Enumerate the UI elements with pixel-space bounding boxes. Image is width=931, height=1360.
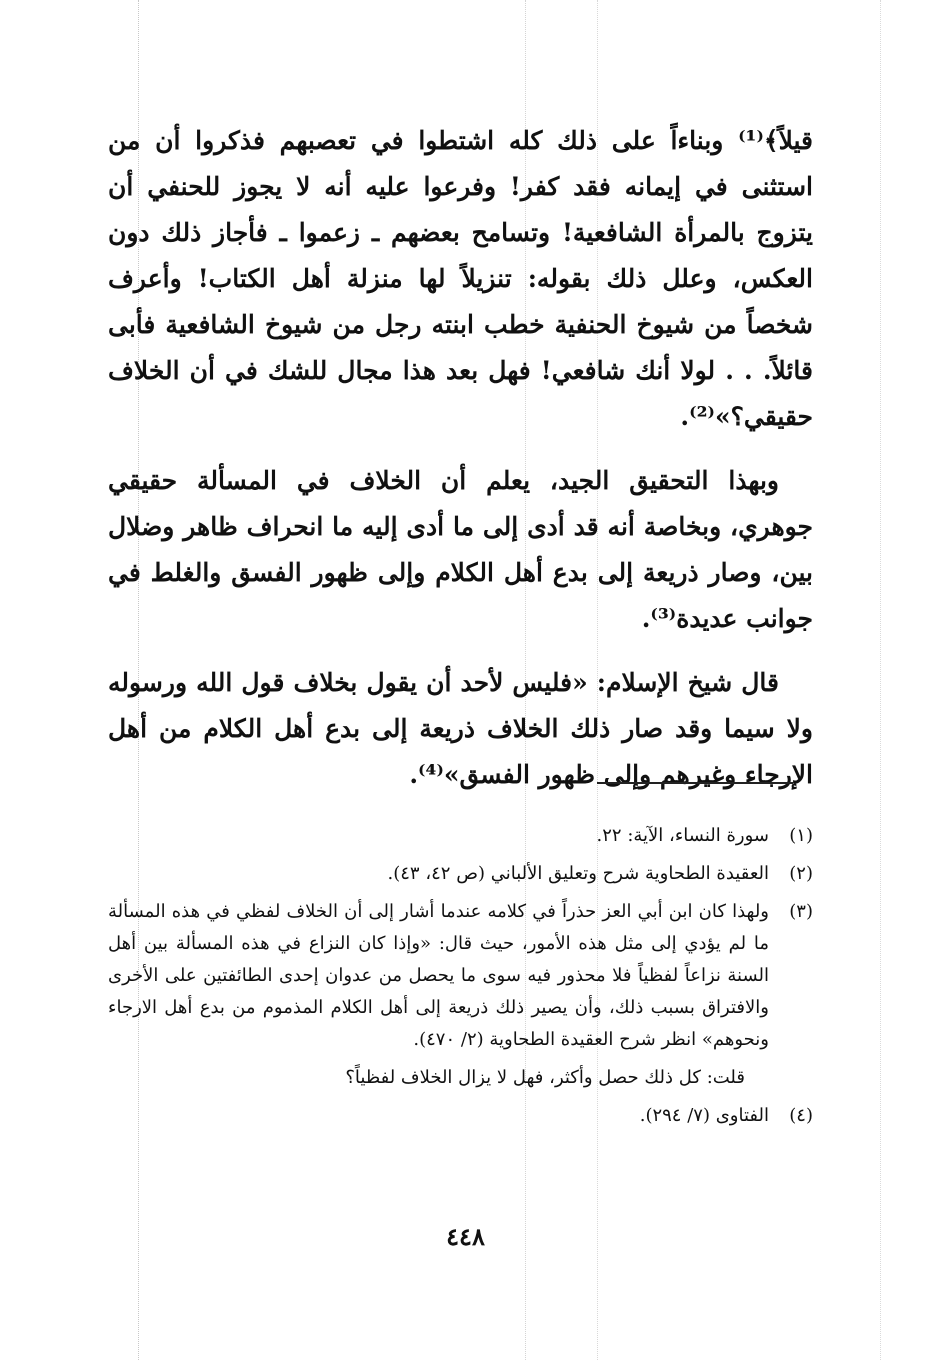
footnote-number: (٣) — [789, 901, 813, 922]
footnote-text: العقيدة الطحاوية شرح وتعليق الألباني (ص ٤٢، ٤٣). — [387, 863, 769, 884]
footnote-2 — [108, 858, 813, 890]
main-text — [108, 118, 813, 798]
footnote-number: (١) — [789, 825, 813, 846]
footnote-3 — [108, 896, 813, 1056]
footnote-1 — [108, 820, 813, 852]
footnote-3-note: قلت: كل ذلك حصل وأكثر، فهل لا يزال الخلاف لفظياً؟ — [345, 1067, 745, 1088]
footnote-text: ولهذا كان ابن أبي العز حذراً في كلامه عندما أشار إلى أن الخلاف لفظي في هذه المسألة ما لم يؤدي إلى مثل هذه الأمور، حيث قال: «وإذا كان النزاع في هذه المسألة بين أهل السنة نزاعاً لفظياً فلا محذور فيه سوى ما يحصل من عدوان إحدى الطائفتين على الأخرى والافتراق بسبب ذلك، وأن يصير ذلك ذريعة إلى أهل الكلام المذموم من بدع أهل الارجاء ونحوهم» انظر شرح العقيدة الطحاوية (٢/ ٤٧٠). — [108, 901, 769, 1050]
footnote-number: (٢) — [789, 863, 813, 884]
paragraph-2: وبهذا التحقيق الجيد، يعلم أن الخلاف في المسألة حقيقي جوهري، وبخاصة أنه قد أدى إلى ما أدى إليه ما انحراف ظاهر وضلال بين، وصار ذريعة إلى بدع أهل الكلام وإلى ظهور الفسق والغلط في جوانب عديدة⁽³⁾. — [108, 466, 813, 633]
page-number: ٤٤٨ — [446, 1222, 485, 1251]
footnote-text: الفتاوى (٧/ ٢٩٤). — [639, 1105, 769, 1126]
footnote-separator — [597, 782, 793, 784]
paragraph-3: قال شيخ الإسلام: «فليس لأحد أن يقول بخلاف قول الله ورسوله ولا سيما وقد صار ذلك الخلاف ذريعة إلى بدع أهل الكلام من أهل الإرجاء وغيرهم وإلى ظهور الفسق»⁽⁴⁾. — [108, 668, 813, 789]
footnote-number: (٤) — [789, 1105, 813, 1126]
footnotes — [108, 820, 813, 1138]
scan-artifact-line — [880, 0, 881, 1360]
footnote-4 — [108, 1100, 813, 1132]
footnote-text: سورة النساء، الآية: ٢٢. — [596, 825, 769, 846]
page-body — [108, 118, 813, 816]
paragraph-1: قيلاً﴾⁽¹⁾ وبناءاً على ذلك كله اشتطوا في تعصبهم فذكروا أن من استثنى في إيمانه فقد كفر! وفرعوا عليه أنه لا يجوز للحنفي أن يتزوج بالمرأة الشافعية! وتسامح بعضهم ـ زعموا ـ فأجاز ذلك دون العكس، وعلل ذلك بقوله: تنزيلاً لها منزلة أهل الكتاب! وأعرف شخصاً من شيوخ الحنفية خطب ابنته رجل من شيوخ الشافعية فأبى قائلاً. . . لولا أنك شافعي! فهل بعد هذا مجال للشك في أن الخلاف حقيقي؟»⁽²⁾. — [108, 126, 813, 431]
